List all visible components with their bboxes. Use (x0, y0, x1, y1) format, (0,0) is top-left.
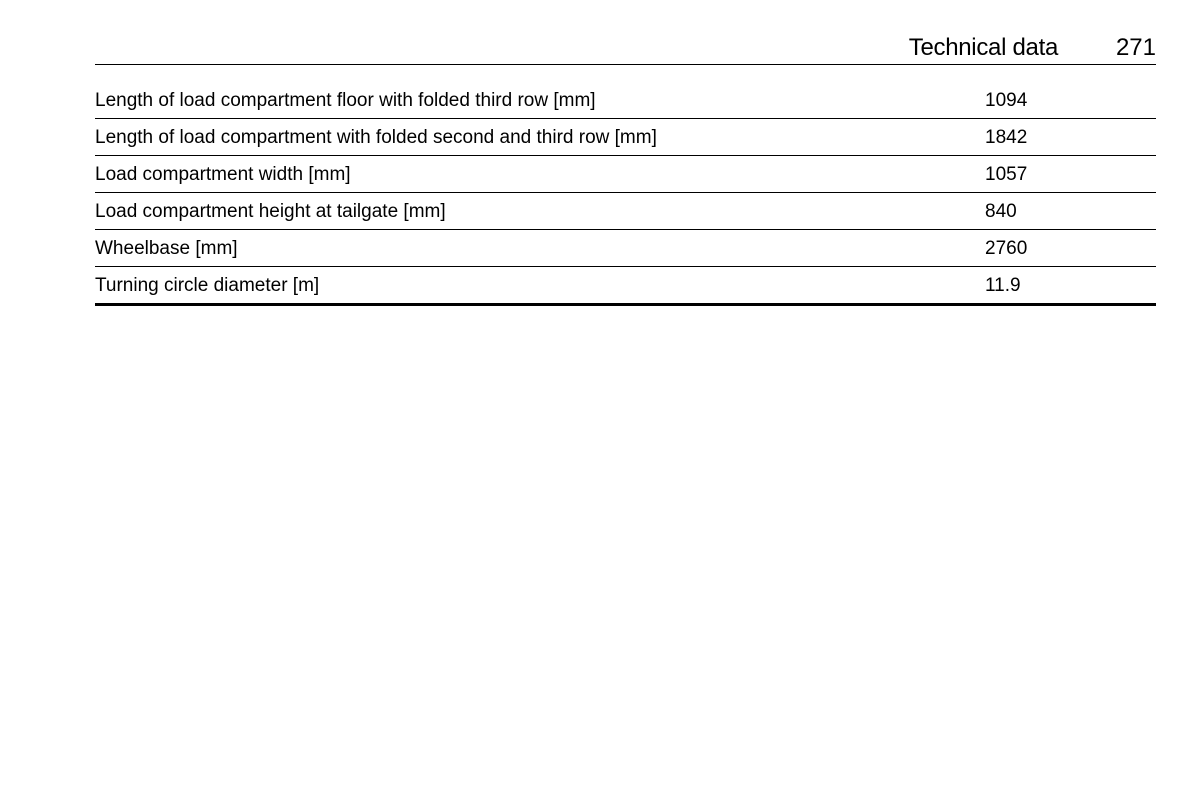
table-row (95, 193, 1156, 230)
row-label: Length of load compartment floor with folded third row [mm] (95, 90, 596, 111)
row-value: 1842 (985, 127, 1028, 148)
row-value: 2760 (985, 238, 1028, 259)
row-label: Wheelbase [mm] (95, 238, 238, 259)
table-row (95, 119, 1156, 156)
row-value: 1094 (985, 90, 1028, 111)
row-label: Length of load compartment with folded second and third row [mm] (95, 127, 657, 148)
section-title: Technical data (908, 34, 1058, 61)
table-row (95, 230, 1156, 267)
table-row (95, 82, 1156, 119)
row-value: 11.9 (985, 275, 1021, 296)
row-label: Turning circle diameter [m] (95, 275, 320, 296)
row-label: Load compartment width [mm] (95, 164, 351, 185)
spec-table (95, 82, 1156, 306)
table-row (95, 267, 1156, 303)
page-header (95, 28, 1156, 65)
row-value: 840 (985, 201, 1017, 222)
row-value: 1057 (985, 164, 1028, 185)
table-row (95, 156, 1156, 193)
row-label: Load compartment height at tailgate [mm] (95, 201, 446, 222)
page-number: 271 (1115, 34, 1156, 61)
